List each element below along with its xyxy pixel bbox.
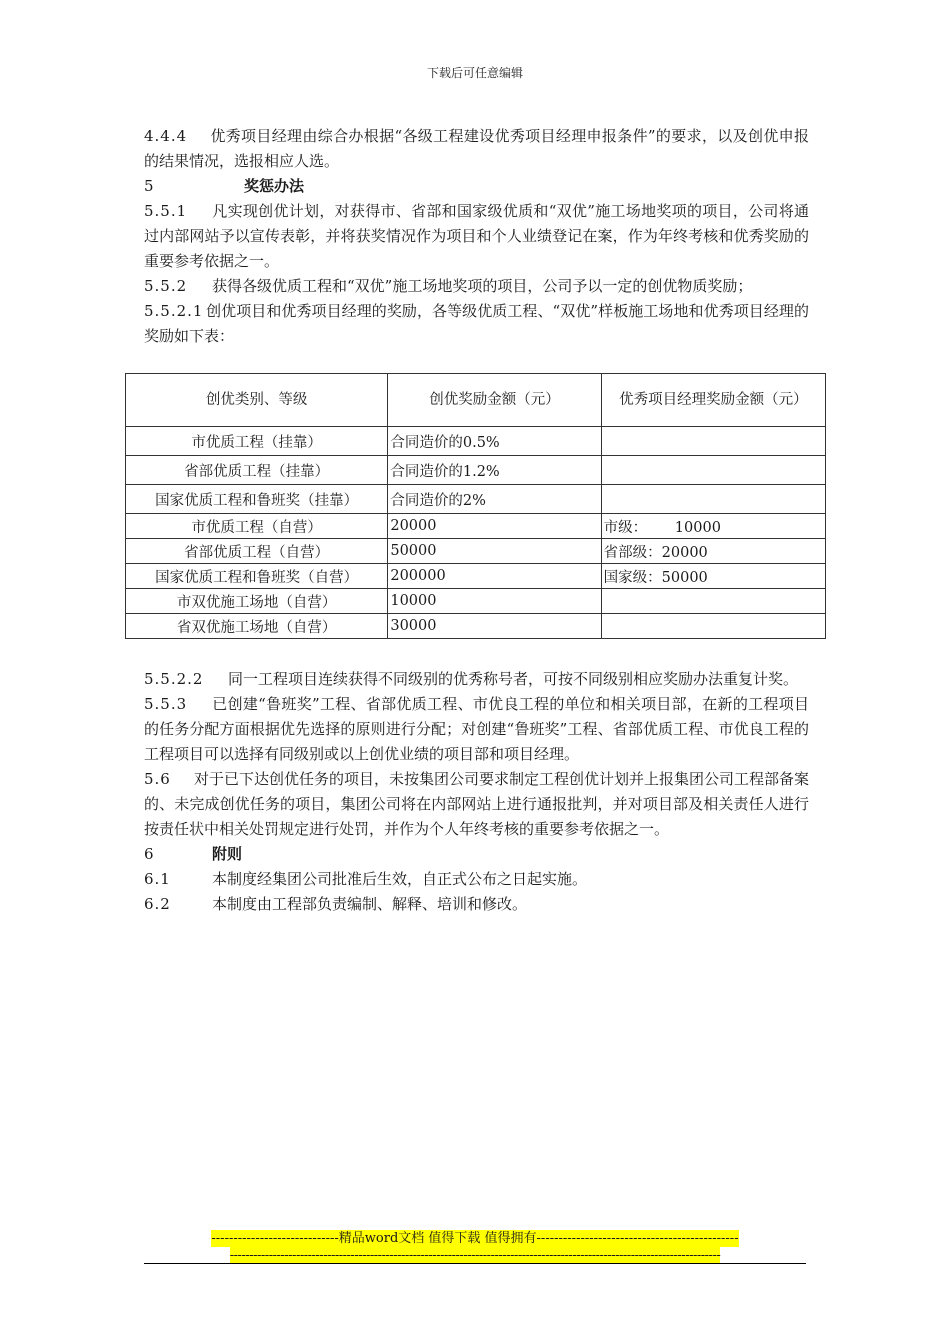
column-header-amount: 创优奖励金额（元） bbox=[388, 374, 601, 427]
reward-table bbox=[125, 373, 826, 639]
table-cell-amount: 30000 bbox=[388, 614, 601, 639]
section-number: 6.1 bbox=[144, 870, 171, 888]
footer-line: -----------------------------精品word文档 值得下载 值得拥有---------------------------------------------- bbox=[211, 1231, 739, 1246]
section-number: 4.4.4 bbox=[144, 127, 188, 145]
table-cell-category: 省部优质工程（挂靠） bbox=[126, 456, 388, 485]
table-row bbox=[126, 564, 826, 589]
paragraph-text: 对于已下达创优任务的项目，未按集团公司要求制定工程创优计划并上报集团公司工程部备案的、未完成创优任务的项目，集团公司将在内部网站上进行通报批判，并对项目部及相关责任人进行按责任状中相关处罚规定进行处罚，并作为个人年终考核的重要参考依据之一。 bbox=[144, 770, 810, 838]
table-cell-amount: 合同造价的1.2% bbox=[388, 456, 601, 485]
paragraph-text: 创优项目和优秀项目经理的奖励，各等级优质工程、“双优”样板施工场地和优秀项目经理的奖励如下表： bbox=[144, 302, 809, 345]
footer-line: ------------------------------------------------------------------------------------------------------------------------------ bbox=[229, 1248, 721, 1263]
paragraph-5-5-2-2 bbox=[144, 667, 809, 692]
document-body bbox=[144, 124, 809, 349]
section-number: 6.2 bbox=[144, 895, 171, 913]
table-cell-amount: 10000 bbox=[388, 589, 601, 614]
table-cell-category: 市优质工程（自营） bbox=[126, 514, 388, 539]
column-header-category: 创优类别、等级 bbox=[126, 374, 388, 427]
table-cell-amount: 20000 bbox=[388, 514, 601, 539]
table-cell-manager bbox=[601, 456, 825, 485]
paragraph-5-5-2 bbox=[144, 274, 809, 299]
table-cell-manager: 省部级：20000 bbox=[601, 539, 825, 564]
table-header-row bbox=[126, 374, 826, 427]
table-row bbox=[126, 589, 826, 614]
table-cell-category: 国家优质工程和鲁班奖（挂靠） bbox=[126, 485, 388, 514]
table-cell-category: 市双优施工场地（自营） bbox=[126, 589, 388, 614]
paragraph-text: 本制度经集团公司批准后生效，自正式公布之日起实施。 bbox=[212, 870, 588, 888]
paragraph-5-5-3 bbox=[144, 692, 809, 767]
footer-divider bbox=[144, 1263, 806, 1264]
section-number: 5.6 bbox=[144, 770, 171, 788]
paragraph-text: 本制度由工程部负责编制、解释、培训和修改。 bbox=[212, 895, 528, 913]
table-row bbox=[126, 427, 826, 456]
section-number: 6 bbox=[144, 845, 155, 863]
table-cell-category: 国家优质工程和鲁班奖（自营） bbox=[126, 564, 388, 589]
paragraph-text: 已创建“鲁班奖”工程、省部优质工程、市优良工程的单位和相关项目部，在新的工程项目的任务分配方面根据优先选择的原则进行分配；对创建“鲁班奖”工程、省部优质工程、市优良工程的工程项目可以选择有同级别或以上创优业绩的项目部和项目经理。 bbox=[144, 695, 809, 763]
section-number: 5.5.1 bbox=[144, 202, 188, 220]
section-number: 5 bbox=[144, 177, 155, 195]
document-body-lower bbox=[144, 667, 809, 917]
paragraph-6-1 bbox=[144, 867, 809, 892]
table-cell-manager bbox=[601, 485, 825, 514]
column-header-manager: 优秀项目经理奖励金额（元） bbox=[601, 374, 825, 427]
table-cell-category: 省双优施工场地（自营） bbox=[126, 614, 388, 639]
table-cell-amount: 200000 bbox=[388, 564, 601, 589]
table-cell-manager: 市级： 10000 bbox=[601, 514, 825, 539]
table-cell-category: 省部优质工程（自营） bbox=[126, 539, 388, 564]
paragraph-5-5-1 bbox=[144, 199, 809, 274]
section-title: 奖惩办法 bbox=[244, 177, 305, 195]
table-cell-category: 市优质工程（挂靠） bbox=[126, 427, 388, 456]
table-cell-manager: 国家级：50000 bbox=[601, 564, 825, 589]
paragraph-text: 优秀项目经理由综合办根据“各级工程建设优秀项目经理申报条件”的要求，以及创优申报的结果情况，选报相应人选。 bbox=[144, 127, 809, 170]
table-row bbox=[126, 539, 826, 564]
page-header: 下载后可任意编辑 bbox=[426, 66, 523, 80]
table-cell-amount: 50000 bbox=[388, 539, 601, 564]
section-heading-5 bbox=[144, 174, 809, 199]
table-cell-amount: 合同造价的2% bbox=[388, 485, 601, 514]
section-heading-6 bbox=[144, 842, 809, 867]
table-row bbox=[126, 456, 826, 485]
section-number: 5.5.3 bbox=[144, 695, 188, 713]
section-number: 5.5.2 bbox=[144, 277, 188, 295]
table-cell-amount: 合同造价的0.5% bbox=[388, 427, 601, 456]
table-cell-manager bbox=[601, 427, 825, 456]
table-cell-manager bbox=[601, 589, 825, 614]
table-row bbox=[126, 514, 826, 539]
table-row bbox=[126, 485, 826, 514]
paragraph-5-6 bbox=[144, 767, 809, 842]
paragraph-text: 凡实现创优计划，对获得市、省部和国家级优质和“双优”施工场地奖项的项目，公司将通过内部网站予以宣传表彰，并将获奖情况作为项目和个人业绩登记在案，作为年终考核和优秀奖励的重要参考依据之一。 bbox=[144, 202, 809, 270]
table-cell-manager bbox=[601, 614, 825, 639]
paragraph-text: 获得各级优质工程和“双优”施工场地奖项的项目，公司予以一定的创优物质奖励； bbox=[212, 277, 753, 295]
paragraph-5-5-2-1 bbox=[144, 299, 809, 349]
paragraph-6-2 bbox=[144, 892, 809, 917]
section-title: 附则 bbox=[212, 845, 243, 863]
footer-banner bbox=[175, 1230, 775, 1264]
paragraph-4-4-4 bbox=[144, 124, 809, 174]
table-row bbox=[126, 614, 826, 639]
section-number: 5.5.2.2 bbox=[144, 670, 204, 688]
section-number: 5.5.2.1 bbox=[144, 302, 204, 320]
paragraph-text: 同一工程项目连续获得不同级别的优秀称号者，可按不同级别相应奖励办法重复计奖。 bbox=[228, 670, 799, 688]
